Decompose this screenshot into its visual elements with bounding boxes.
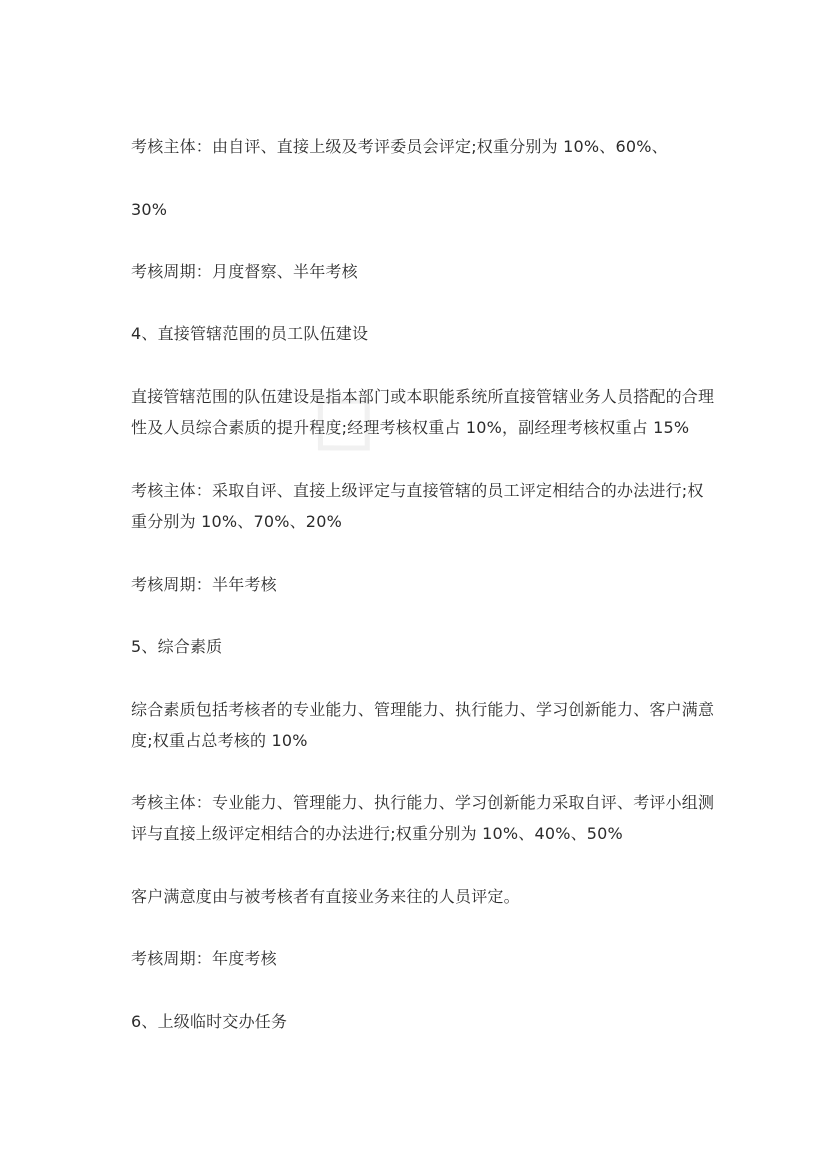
- paragraph-assessment-subject-2: 考核主体：采取自评、直接上级评定与直接管辖的员工评定相结合的办法进行;权重分别为 10%、70%、20%: [131, 481, 704, 531]
- paragraph-weight-continuation: 30%: [131, 200, 168, 219]
- watermark: ◇: [272, 347, 410, 485]
- paragraph-assessment-subject-3: 考核主体：专业能力、管理能力、执行能力、学习创新能力采取自评、考评小组测评与直接上级评定相结合的办法进行;权重分别为 10%、40%、50%: [131, 793, 715, 843]
- paragraph-assessment-cycle-2: 考核周期：半年考核: [131, 575, 277, 594]
- section-heading-6: 6、上级临时交办任务: [131, 1012, 288, 1031]
- paragraph-team-building: 直接管辖范围的队伍建设是指本部门或本职能系统所直接管辖业务人员搭配的合理性及人员综合素质的提升程度;经理考核权重占 10%，副经理考核权重占 15%: [131, 387, 715, 437]
- section-heading-4: 4、直接管辖范围的员工队伍建设: [131, 324, 369, 343]
- section-heading-5: 5、综合素质: [131, 637, 223, 656]
- paragraph-assessment-subject-1: 考核主体：由自评、直接上级及考评委员会评定;权重分别为 10%、60%、: [131, 137, 668, 156]
- paragraph-customer-satisfaction: 客户满意度由与被考核者有直接业务来往的人员评定。: [131, 887, 520, 906]
- paragraph-assessment-cycle-1: 考核周期：月度督察、半年考核: [131, 262, 358, 281]
- paragraph-comprehensive-quality: 综合素质包括考核者的专业能力、管理能力、执行能力、学习创新能力、客户满意度;权重占总考核的 10%: [131, 700, 715, 750]
- paragraph-assessment-cycle-3: 考核周期：年度考核: [131, 949, 277, 968]
